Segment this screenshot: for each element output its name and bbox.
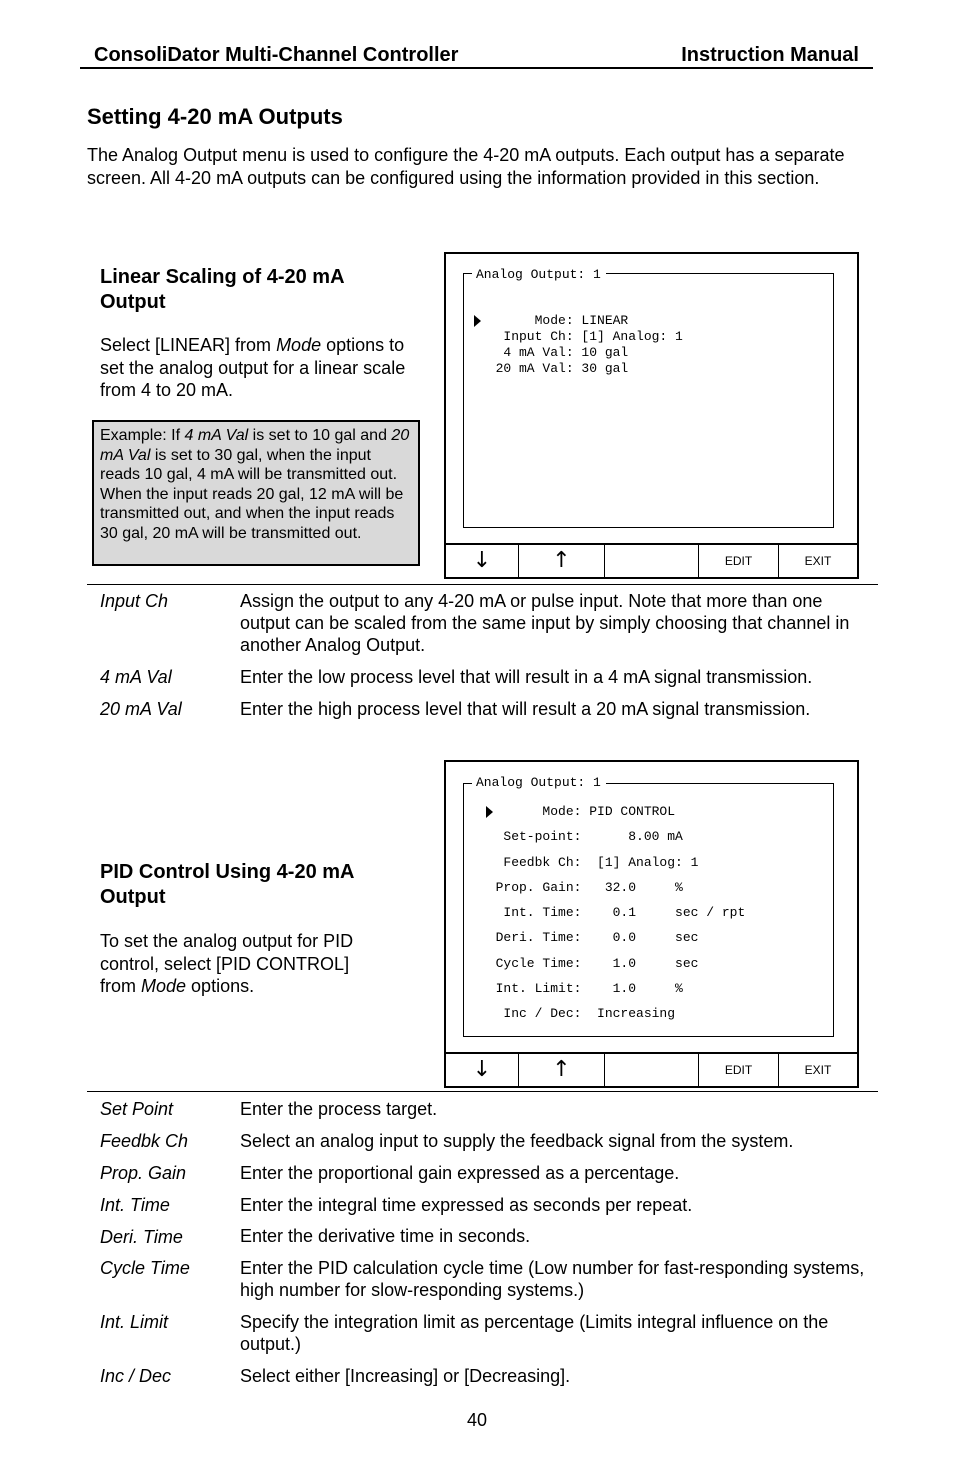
pid-definitions-rule bbox=[87, 1091, 878, 1092]
linear-screen-lines bbox=[480, 313, 683, 377]
linear-lcd-panel bbox=[463, 273, 834, 528]
pid-edit-button[interactable]: EDIT bbox=[699, 1054, 779, 1086]
up-arrow-icon: ↑ bbox=[552, 1057, 571, 1082]
up-arrow-icon: ↑ bbox=[552, 548, 571, 573]
pid-line-prop-gain[interactable]: Prop. Gain: 32.0 % bbox=[480, 879, 683, 895]
pid-heading: PID Control Using 4-20 mA Output bbox=[100, 861, 354, 908]
pid-line-mode[interactable]: Mode: PID CONTROL bbox=[480, 804, 676, 819]
linear-down-button[interactable] bbox=[446, 545, 519, 577]
pid-device-screen bbox=[444, 760, 859, 1088]
def-desc-deri-time: Enter the derivative time in seconds. bbox=[240, 1226, 531, 1246]
linear-device-screen bbox=[444, 252, 859, 579]
linear-up-button[interactable] bbox=[519, 545, 605, 577]
pid-line-set-point[interactable]: Set-point: 8.00 mA bbox=[480, 829, 683, 845]
linear-paragraph: Select [LINEAR] from Mode options to set the analog output for a linear scale from 4 to 20 mA. bbox=[100, 335, 406, 400]
def-term-feedbk-ch: Feedbk Ch bbox=[100, 1131, 189, 1151]
linear-example-box: Example: If 4 mA Val is set to 10 gal and 20 mA Val is set to 30 gal, when the input reads 10 gal, 4 mA will be transmitted out. When the input reads 20 gal, 12 mA will be transmitted out, and when the input reads 30 gal, 20 mA will be transmitted out. bbox=[92, 420, 420, 566]
pid-screen-lines bbox=[480, 804, 745, 1032]
def-desc-cycle-time: Enter the PID calculation cycle time (Low number for fast-responding systems, high number for slow-responding systems.) bbox=[240, 1258, 865, 1300]
linear-heading: Linear Scaling of 4-20 mA Output bbox=[100, 266, 344, 313]
pid-blank-button[interactable] bbox=[605, 1054, 699, 1086]
pid-line-int-limit[interactable]: Int. Limit: 1.0 % bbox=[480, 981, 683, 997]
def-desc-input-ch: Assign the output to any 4-20 mA or pulse input. Note that more than one output can be scaled from the same input by simply choosing that channel in another Analog Output. bbox=[240, 591, 850, 655]
linear-edit-button[interactable]: EDIT bbox=[699, 545, 779, 577]
def-term-int-time: Int. Time bbox=[100, 1195, 170, 1215]
def-term-set-point: Set Point bbox=[100, 1099, 174, 1119]
pid-line-deri-time[interactable]: Deri. Time: 0.0 sec bbox=[480, 930, 699, 946]
def-term-cycle-time: Cycle Time bbox=[100, 1258, 190, 1278]
def-desc-int-limit: Specify the integration limit as percentage (Limits integral influence on the output.) bbox=[240, 1312, 829, 1354]
linear-exit-button[interactable]: EXIT bbox=[804, 554, 832, 568]
def-term-prop-gain: Prop. Gain bbox=[100, 1163, 187, 1183]
pid-down-button[interactable] bbox=[446, 1054, 519, 1086]
page-number: 40 bbox=[466, 1410, 488, 1430]
def-desc-feedbk-ch: Select an analog input to supply the feedback signal from the system. bbox=[240, 1131, 794, 1151]
down-arrow-icon: ↓ bbox=[472, 1057, 492, 1082]
def-term-inc-dec: Inc / Dec bbox=[100, 1366, 172, 1386]
def-term-4ma-val: 4 mA Val bbox=[100, 667, 172, 687]
linear-line-mode[interactable]: Mode: LINEAR bbox=[480, 313, 629, 328]
section-title: Setting 4-20 mA Outputs bbox=[87, 104, 343, 129]
def-desc-20ma-val: Enter the high process level that will result a 20 mA signal transmission. bbox=[240, 699, 811, 719]
def-term-int-limit: Int. Limit bbox=[100, 1312, 169, 1332]
pid-up-button[interactable] bbox=[519, 1054, 605, 1086]
def-desc-set-point: Enter the process target. bbox=[240, 1099, 438, 1119]
header-left-title: ConsoliDator Multi-Channel Controller bbox=[94, 44, 459, 66]
def-desc-int-time: Enter the integral time expressed as seconds per repeat. bbox=[240, 1195, 693, 1215]
header-rule bbox=[80, 67, 873, 69]
down-arrow-icon: ↓ bbox=[472, 548, 492, 573]
pid-screen-title: Analog Output: 1 bbox=[472, 775, 606, 791]
pid-button-bar bbox=[446, 1052, 857, 1086]
def-term-20ma-val: 20 mA Val bbox=[100, 699, 182, 719]
def-term-input-ch: Input Ch bbox=[100, 591, 169, 611]
linear-line-input-ch[interactable]: Input Ch: [1] Analog: 1 bbox=[480, 329, 683, 344]
pid-line-int-time[interactable]: Int. Time: 0.1 sec / rpt bbox=[480, 905, 746, 921]
linear-blank-button[interactable] bbox=[605, 545, 699, 577]
header-right-title: Instruction Manual bbox=[681, 44, 859, 66]
linear-screen-title: Analog Output: 1 bbox=[472, 267, 606, 283]
linear-line-20ma[interactable]: 20 mA Val: 30 gal bbox=[480, 361, 629, 376]
intro-paragraph: The Analog Output menu is used to configure the 4-20 mA outputs. Each output has a separate screen. All 4-20 mA outputs can be configured using the information provided in this section. bbox=[87, 145, 845, 188]
pid-line-cycle-time[interactable]: Cycle Time: 1.0 sec bbox=[480, 955, 699, 971]
linear-line-4ma[interactable]: 4 mA Val: 10 gal bbox=[480, 345, 629, 360]
pid-line-feedbk-ch[interactable]: Feedbk Ch: [1] Analog: 1 bbox=[480, 854, 699, 870]
def-desc-4ma-val: Enter the low process level that will result in a 4 mA signal transmission. bbox=[240, 667, 813, 687]
pid-line-inc-dec[interactable]: Inc / Dec: Increasing bbox=[480, 1006, 676, 1022]
def-desc-inc-dec: Select either [Increasing] or [Decreasing]. bbox=[240, 1366, 571, 1386]
linear-definitions-rule bbox=[87, 584, 878, 585]
pid-paragraph: To set the analog output for PID control, select [PID CONTROL] from Mode options. bbox=[100, 931, 354, 996]
pid-exit-button[interactable]: EXIT bbox=[804, 1063, 832, 1077]
def-term-deri-time: Deri. Time bbox=[100, 1227, 183, 1247]
linear-button-bar bbox=[446, 543, 857, 577]
def-desc-prop-gain: Enter the proportional gain expressed as a percentage. bbox=[240, 1163, 680, 1183]
